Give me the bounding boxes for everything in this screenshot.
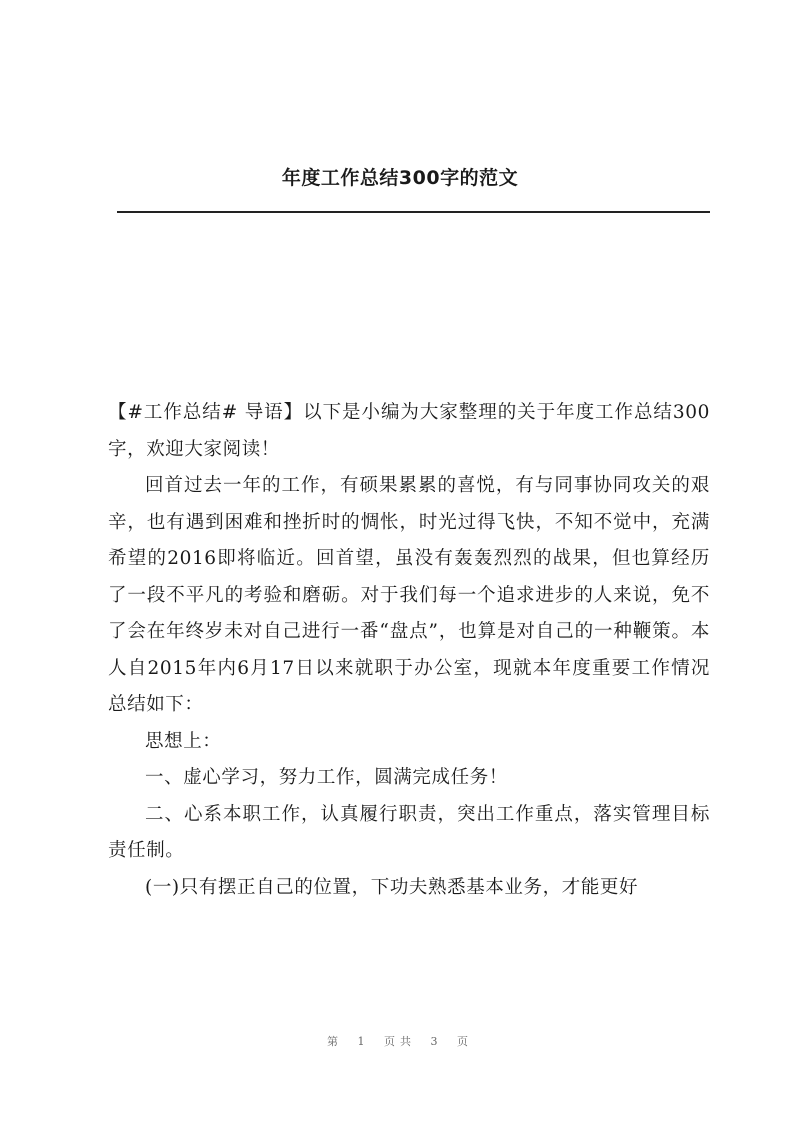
page-number-footer: 第 1 页共 3 页 <box>327 1035 473 1048</box>
list-item: 一、虚心学习，努力工作，圆满完成任务！ <box>145 767 508 788</box>
page-title: 年度工作总结300字的范文 <box>281 167 519 189</box>
sub-item: (一)只有摆正自己的位置，下功夫熟悉基本业务，才能更好 <box>145 876 639 898</box>
body-paragraph: 回首过去一年的工作，有硕果累累的喜悦，有与同事协同攻关的艰辛，也有遇到困难和挫折时的惆怅，时光过得飞快，不知不觉中，充满希望的2016即将临近。回首望，虽没有轰轰烈烈的战果，但也算经历了一段不平凡的考验和磨砺。对于我们每一个追求进步的人来说，免不了会在年终岁未对自己进行一番“盘点”，也算是对自己的一种鞭策。本人自2015年内6月17日以来就职于办公室，现就本年度重要工作情况总结如下： <box>108 475 710 715</box>
section-heading: 思想上： <box>145 730 222 752</box>
intro-paragraph: 【#工作总结# 导语】以下是小编为大家整理的关于年度工作总结300字，欢迎大家阅读！ <box>108 402 710 460</box>
document-body <box>108 395 710 906</box>
title-divider <box>117 211 710 213</box>
list-item: 二、心系本职工作，认真履行职责，突出工作重点，落实管理目标责任制。 <box>108 803 710 861</box>
